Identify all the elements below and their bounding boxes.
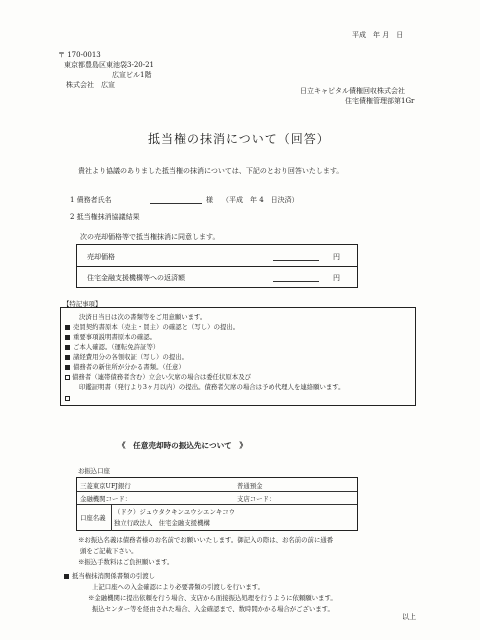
agreement-label: 2 抵当権抹消協議結果 [70,213,140,221]
holder-name: 独立行政法人 住宅金融支援機構 [114,519,210,527]
transfer-note-1: ※お振込名義は債務者様のお名前でお願いいたします。御記入の際は、お名前の前に通番 [78,536,334,544]
repayment-label: 住宅金融支援機構等への返済額 [87,274,185,282]
agreement-note: 次の売却価格等で抵当権抹消に同意します。 [80,233,220,241]
recipient-building: 広宣ビル1階 [112,71,152,79]
remarks-box [60,307,416,406]
remarks-item [65,394,70,402]
sale-price-line [273,260,319,261]
square-bullet-icon [65,335,70,340]
repayment-row [77,266,357,287]
checkbox-icon [65,396,70,401]
checkbox-icon [65,375,70,380]
transfer-note-3: ※振込手数料はご負担願います。 [78,558,174,566]
honorific: 様 [206,196,213,204]
intro-text: 貴社より協議のありました抵当権の抹消については、下記のとおり回答いたします。 [78,167,344,175]
square-bullet-icon [64,574,69,579]
remarks-item: 売買契約書原本（売主・買主）の確認と（写し）の提出。 [65,322,239,331]
sale-price-row [77,245,357,267]
document-date: 平成 年 月 日 [352,31,404,39]
square-bullet-icon [65,365,70,370]
square-bullet-icon [65,345,70,350]
account-label: お振込口座 [78,467,110,475]
release-line-1: 上記口座への入金確認により必要書類の引渡しを行います。 [92,583,265,591]
square-bullet-icon [65,325,70,330]
remarks-item: 債務者の新住所が分かる書類。（任意） [65,362,185,371]
branch-code-label: 支店コード： [237,495,276,503]
debtor-name-line [150,203,202,204]
repayment-line [273,281,319,282]
release-line-2: ※金融機関に提出依頼を行う場合、支店から面接振込処理を行うように依頼願います。 [88,594,337,602]
sale-price-unit: 円 [333,253,340,261]
repayment-unit: 円 [333,274,340,282]
release-item: 抵当権抹消関係書類の引渡し [64,571,155,580]
remarks-item: ご本人確認。（運転免許証等） [65,342,159,351]
closing-mark: 以上 [402,613,416,621]
remarks-item: 決済日当日は次の書類等をご用意願います。 [79,313,207,321]
sender-department: 住宅債権管理部第1Gr [345,97,415,105]
bank-code-label: 金融機関コード： [80,495,132,503]
transfer-note-2: 頭をご記載下さい。 [80,547,138,555]
recipient-address: 東京都豊島区東池袋3-20-21 [64,61,154,69]
remarks-item: 重要事項説明書原本の確認。 [65,332,156,341]
price-table [76,244,358,288]
recipient-company: 株式会社 広宣 [66,81,115,89]
postal-code: 〒 170-0013 [58,51,101,59]
debtor-name-label: 1 債務者氏名 [70,196,112,204]
holder-kana: （ドク）ジュウタクキンユウシエンキコウ [114,508,236,516]
page-title: 抵当権の抹消について（回答） [148,132,330,146]
holder-label: 口座名義 [80,514,106,522]
remarks-item: 諸経費用分の各領収証（写し）の提出。 [65,352,188,361]
account-type: 普通預金 [237,482,263,490]
account-table [76,477,358,531]
sale-price-label: 売却価格 [87,253,115,261]
remarks-item: 印鑑証明書（発行より3ヶ月以内）の提出。債務者欠席の場合は予め代理人を連絡願います。 [79,383,345,391]
bank-name: 三菱東京UFJ銀行 [80,482,131,490]
sender-company: 日立キャピタル債権回収株式会社 [300,87,405,95]
square-bullet-icon [65,355,70,360]
settlement-date: （平成 年 4 日決済） [222,196,299,204]
transfer-heading: 《 任意売却時の振込先について 》 [118,441,247,450]
remarks-title: 【特記事項】 [63,300,102,308]
remarks-item: 債務者（連帯債務者含む）立会い欠席の場合は委任状原本及び [65,372,251,381]
release-line-3: 振込センター等を経由された場合、入金確認まで、数時間かかる場合がございます。 [92,605,334,613]
